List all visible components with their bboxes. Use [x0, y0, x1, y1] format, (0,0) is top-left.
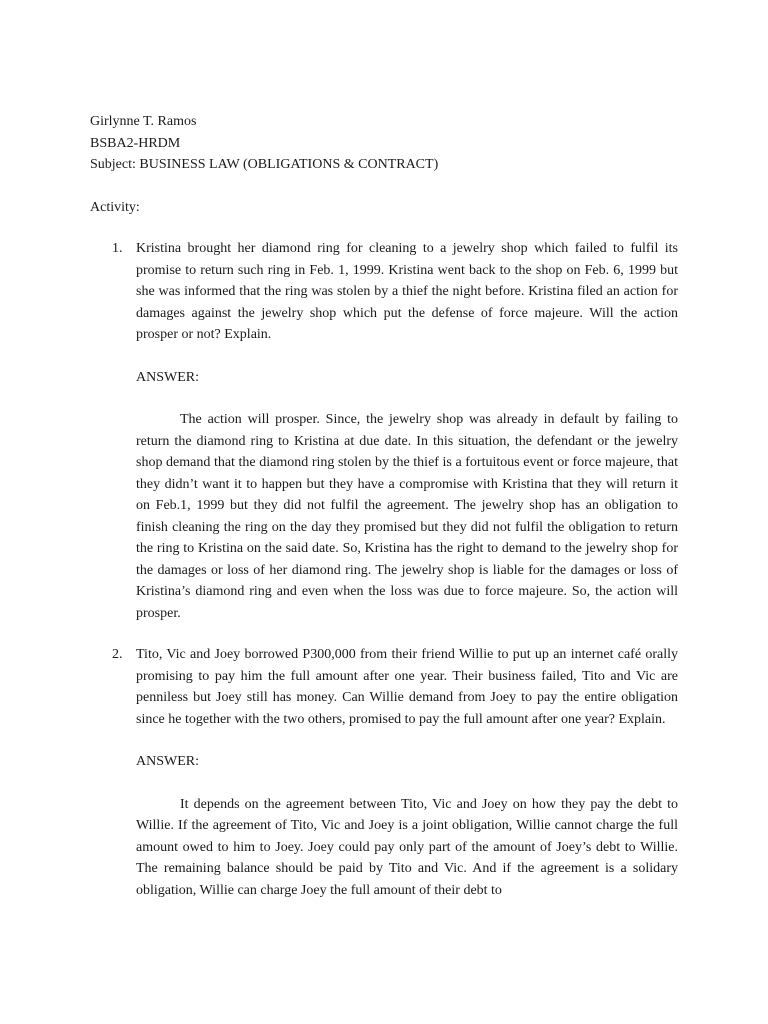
- question-item: [90, 238, 678, 624]
- answer-label: ANSWER:: [136, 369, 199, 385]
- question-number: 1.: [112, 241, 123, 256]
- question-text: Kristina brought her diamond ring for cleaning to a jewelry shop which failed to fulfil its promise to return such ring in Feb. 1, 1999. Kristina went back to the shop on Feb. 6, 1999 but she was informed that the ring was stolen by a thief the night before. Kristina filed an action for damages against the jewelry shop which put the defense of force majeure. Will the action prosper or not? Explain.: [136, 241, 678, 342]
- course-section: BSBA2-HRDM: [90, 135, 181, 151]
- subject-line: Subject: BUSINESS LAW (OBLIGATIONS & CONTRACT): [90, 157, 439, 172]
- question-number: 2.: [112, 647, 123, 662]
- answer-label: ANSWER:: [136, 754, 199, 769]
- answer-text: The action will prosper. Since, the jewelry shop was already in default by failing to return the diamond ring to Kristina at due date. In this situation, the defendant or the jewelry shop demand that the diamond ring stolen by the thief is a fortuitous event or force majeure, that they didn’t want it to happen but they have a compromise with Kristina that they will return it on Feb.1, 1999 but they did not fulfil the agreement. The jewelry shop has an obligation to finish cleaning the ring on the day they promised but they did not fulfil the obligation to return the ring to Kristina on the said date. So, Kristina has the right to demand to the jewelry shop for the damages or loss of her diamond ring. The jewelry shop is liable for the damages or loss of Kristina’s diamond ring and even when the loss was due to force majeure. So, the action will prosper.: [136, 412, 678, 621]
- activity-heading: Activity:: [90, 199, 140, 215]
- answer-text: It depends on the agreement between Tito, Vic and Joey on how they pay the debt to Willie. If the agreement of Tito, Vic and Joey is a joint obligation, Willie cannot charge the full amount owed to him to Joey. Joey could pay only part of the amount of Joey’s debt to Willie. The remaining balance should be paid by Tito and Vic. And if the agreement is a solidary obligation, Willie can charge Joey the full amount of their debt to: [136, 796, 678, 898]
- question-text: Tito, Vic and Joey borrowed P300,000 from their friend Willie to put up an internet café orally promising to pay him the full amount after one year. Their business failed, Tito and Vic are penniless but Joey still has money. Can Willie demand from Joey to pay the entire obligation since he together with the two others, promised to pay the full amount after one year? Explain.: [136, 647, 678, 727]
- question-list: [90, 238, 678, 901]
- student-name: Girlynne T. Ramos: [90, 114, 197, 129]
- question-item: [90, 644, 678, 901]
